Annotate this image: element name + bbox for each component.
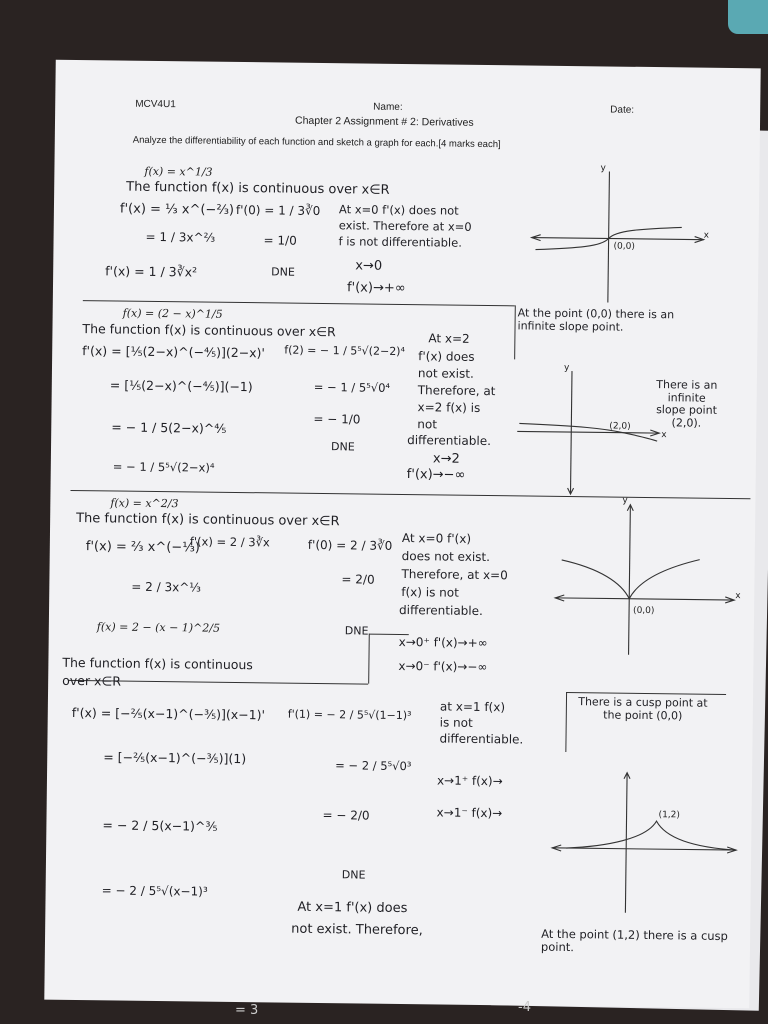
name-label: Name: <box>373 101 403 113</box>
q3-line: = 2 / 3x^⅓ <box>131 579 202 595</box>
q2-line: not <box>417 417 438 432</box>
q2-line: At x=2 <box>428 331 470 346</box>
q2-line: not exist. <box>417 366 474 381</box>
q2-point-label: (2,0) <box>609 421 631 432</box>
page-number-mark-right: -4 <box>518 1000 531 1015</box>
section-divider <box>83 300 515 306</box>
q2-line: f'(x) = [⅕(2−x)^(−⅘)](2−x)' <box>82 343 265 361</box>
q3-line: x→0⁻ f'(x)→−∞ <box>398 658 488 675</box>
q3-line: = 2/0 <box>341 572 375 587</box>
divider <box>368 634 370 684</box>
page-title: Chapter 2 Assignment # 2: Derivatives <box>294 114 474 129</box>
q2-function: f(x) = (2 − x)^1/5 <box>122 306 223 321</box>
q1-function: f(x) = x^1/3 <box>144 164 213 179</box>
q4-note-bottom: At the point (1,2) there is a cusp point. <box>540 926 728 955</box>
q1-point-label: (0,0) <box>613 241 635 252</box>
divider <box>514 305 516 359</box>
q2-line: x→2 <box>432 451 460 467</box>
q4-line: f'(x) = [−⅖(x−1)^(−⅗)](x−1)' <box>71 704 266 723</box>
instructions: Analyze the differentiability of each function and sketch a graph for each.[4 marks each] <box>132 134 501 151</box>
q3-line: Therefore, at x=0 <box>401 566 508 583</box>
q2-axis-x: x <box>661 430 667 441</box>
q2-axis-y: y <box>563 362 570 374</box>
q1-line: x→0 <box>355 258 383 274</box>
date-label: Date: <box>610 104 635 116</box>
y-axis <box>629 505 631 655</box>
q4-line: f'(1) = − 2 / 5⁵√(1−1)³ <box>287 707 412 723</box>
background-object <box>728 0 768 34</box>
q3-point-label: (0,0) <box>633 605 655 617</box>
q2-line: Therefore, at <box>417 383 496 399</box>
q3-line: differentiable. <box>398 602 483 618</box>
divider <box>369 634 409 635</box>
q3-graph <box>549 496 751 658</box>
q2-line: x=2 f(x) is <box>417 400 481 415</box>
q2-line: The function f(x) is continuous over x∈R <box>82 321 336 340</box>
q4-line: at x=1 f(x) <box>439 699 506 715</box>
q3-line: does not exist. <box>401 548 491 565</box>
q4-line: = − 2 / 5⁵√0³ <box>335 758 412 774</box>
q2-line: f'(x)→−∞ <box>406 467 466 483</box>
divider <box>565 692 567 752</box>
x-axis <box>555 598 734 600</box>
q2-line: differentiable. <box>407 433 492 449</box>
q3-line: f'(x) = 2 / 3∛x <box>189 534 270 550</box>
q2-note: There is an infinite slope point (2,0). <box>656 378 718 430</box>
q1-line: The function f(x) is continuous over x∈R <box>126 179 390 198</box>
x-axis <box>517 431 659 433</box>
q1-line: = 1 / 3x^⅔ <box>145 229 216 245</box>
q2-line: f'(x) does <box>418 349 475 364</box>
q1-line: DNE <box>271 265 295 279</box>
q1-line: At x=0 f'(x) does not <box>338 202 459 218</box>
q1-line: exist. Therefore at x=0 <box>338 218 472 234</box>
page-number-mark: = 3 <box>235 1003 259 1018</box>
q3-axis-x: x <box>735 591 741 602</box>
q4-line: differentiable. <box>439 731 524 747</box>
q3-line: f'(x) = ⅔ x^(−⅓) <box>85 539 201 556</box>
q4-line: = [−⅖(x−1)^(−⅗)](1) <box>103 749 247 767</box>
q2-line: = − 1 / 5⁵√(2−x)⁴ <box>112 459 215 475</box>
q1-line: f'(0) = 1 / 3∛0 <box>235 202 321 218</box>
q4-line: = − 2 / 5⁵√(x−1)³ <box>101 883 208 899</box>
q4-function: f(x) = 2 − (x − 1)^2/5 <box>96 620 221 635</box>
q3-line: f(x) is not <box>401 584 459 600</box>
q1-line: f is not differentiable. <box>338 234 463 250</box>
q1-line: f'(x)→+∞ <box>346 280 406 297</box>
q4-curve <box>566 820 736 850</box>
q1-line: f'(x) = 1 / 3∛x² <box>105 263 198 280</box>
q4-graph <box>545 766 747 918</box>
course-code: MCV4U1 <box>135 98 176 111</box>
q4-line: not exist. Therefore, <box>291 921 423 939</box>
q3-line: DNE <box>344 624 369 638</box>
q3-curve <box>561 558 699 600</box>
y-axis <box>608 172 610 303</box>
q2-line: f(2) = − 1 / 5⁵√(2−2)⁴ <box>284 343 406 359</box>
x-axis <box>532 238 704 240</box>
y-axis <box>625 773 627 913</box>
x-axis <box>552 848 736 850</box>
q2-line: = [⅕(2−x)^(−⅘)](−1) <box>109 377 253 395</box>
q3-line: f'(0) = 2 / 3∛0 <box>307 537 393 553</box>
q2-line: = − 1 / 5(2−x)^⅘ <box>111 419 227 436</box>
q4-line: is not <box>439 715 473 730</box>
q3-axis-y: y <box>622 495 628 506</box>
q4-line: The function f(x) is continuous <box>62 654 253 673</box>
q4-line: = − 2/0 <box>322 808 370 823</box>
q4-line: = − 2 / 5(x−1)^⅗ <box>102 817 218 834</box>
q1-line: = 1/0 <box>263 233 297 248</box>
q4-line: At x=1 f'(x) does <box>297 899 408 917</box>
q1-line: f'(x) = ⅓ x^(−⅔) <box>119 201 235 218</box>
worksheet-page <box>44 60 760 1009</box>
q3-line: x→0⁺ f'(x)→+∞ <box>398 634 488 651</box>
q4-line: DNE <box>341 868 366 882</box>
q3-line: The function f(x) is continuous over x∈R <box>76 511 340 530</box>
q2-line: = − 1 / 5⁵√0⁴ <box>313 379 391 395</box>
q3-function: f(x) = x^2/3 <box>110 496 179 511</box>
q1-axis-x: x <box>703 230 710 241</box>
q2-line: DNE <box>330 440 355 454</box>
q4-line: x→1⁺ f(x)→ <box>436 773 503 789</box>
q3-line: At x=0 f'(x) <box>401 530 472 546</box>
q2-line: = − 1/0 <box>313 411 361 427</box>
q1-graph <box>523 165 715 307</box>
q4-point-label: (1,2) <box>658 810 680 821</box>
q1-axis-y: y <box>600 163 606 174</box>
q4-line: x→1⁻ f(x)→ <box>436 805 503 821</box>
q1-note: At the point (0,0) there is an infinite slope point. <box>517 306 675 334</box>
q4-line: over x∈R <box>62 672 122 689</box>
q4-note-top: There is a cusp point at the point (0,0) <box>578 695 708 723</box>
